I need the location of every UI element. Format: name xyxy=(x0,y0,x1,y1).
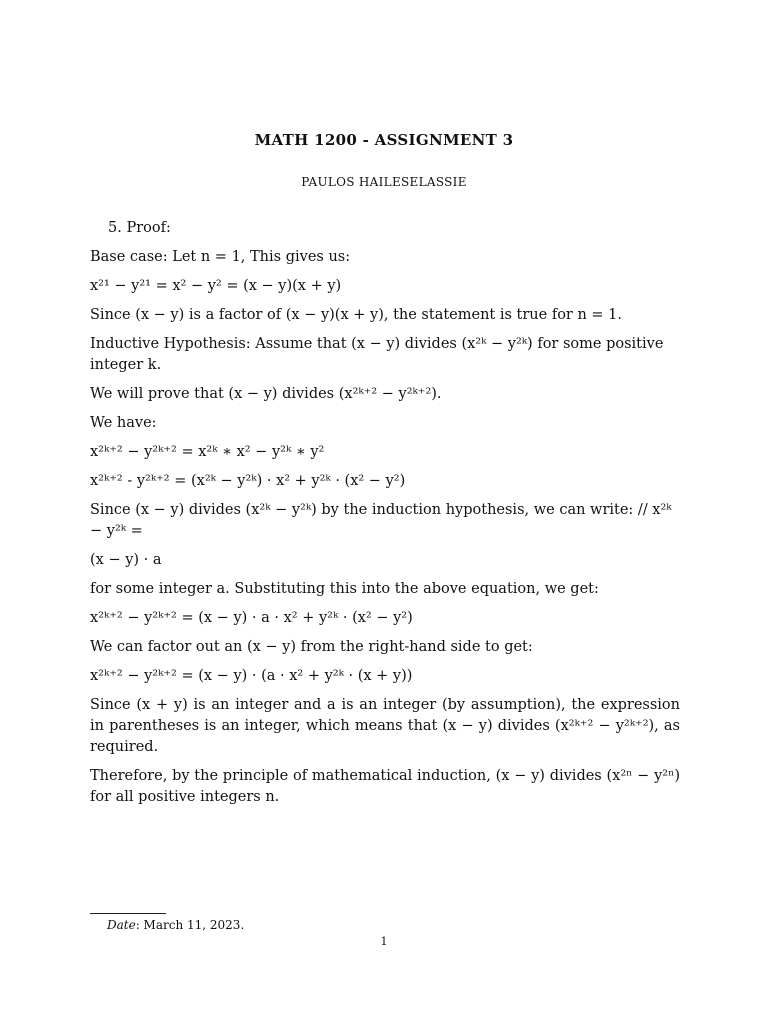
since-integer-paragraph: Since (x + y) is an integer and a is an integer (by assumption), the expression in parentheses is an integer, which means that (x − y) divides (x²ᵏ⁺² − y²ᵏ⁺²), as required. xyxy=(90,697,680,755)
page-number: 1 xyxy=(380,935,388,948)
equation-base: x²¹ − y²¹ = x² − y² = (x − y)(x + y) xyxy=(90,278,342,294)
since-factor-line: Since (x − y) is a factor of (x − y)(x + y), the statement is true for n = 1. xyxy=(90,307,623,323)
since-divides-line: Since (x − y) divides (x²ᵏ − y²ᵏ) by the induction hypothesis, we can write: // x²ᵏ − y²ᵏ = xyxy=(90,502,672,539)
inductive-hypothesis-line: Inductive Hypothesis: Assume that (x − y) divides (x²ᵏ − y²ᵏ) for some positive integer k. xyxy=(90,336,664,373)
for-some-integer-line: for some integer a. Substituting this into the above equation, we get: xyxy=(90,581,599,597)
footnote-rule xyxy=(90,913,166,914)
equation-1: x²ᵏ⁺² − y²ᵏ⁺² = x²ᵏ ∗ x² − y²ᵏ ∗ y² xyxy=(90,444,325,460)
page-title: MATH 1200 - ASSIGNMENT 3 xyxy=(254,131,514,149)
equation-2: x²ᵏ⁺² - y²ᵏ⁺² = (x²ᵏ − y²ᵏ) · x² + y²ᵏ · (x² − y²) xyxy=(90,473,406,489)
we-have-line: We have: xyxy=(90,415,157,431)
footnote-label: Date xyxy=(107,918,136,932)
author-name: PAULOS HAILESELASSIE xyxy=(301,175,467,189)
will-prove-line: We will prove that (x − y) divides (x²ᵏ⁺² − y²ᵏ⁺²). xyxy=(90,386,442,402)
equation-3: (x − y) · a xyxy=(90,552,162,568)
footnote-date xyxy=(107,918,244,932)
equation-5: x²ᵏ⁺² − y²ᵏ⁺² = (x − y) · (a · x² + y²ᵏ · (x + y)) xyxy=(90,668,413,684)
document-body xyxy=(90,218,680,816)
footnote-text: : March 11, 2023. xyxy=(135,918,245,932)
therefore-paragraph: Therefore, by the principle of mathematical induction, (x − y) divides (x²ⁿ − y²ⁿ) for all positive integers n. xyxy=(90,768,680,805)
factor-out-line: We can factor out an (x − y) from the right-hand side to get: xyxy=(90,639,533,655)
equation-4: x²ᵏ⁺² − y²ᵏ⁺² = (x − y) · a · x² + y²ᵏ · (x² − y²) xyxy=(90,610,413,626)
base-case-line: Base case: Let n = 1, This gives us: xyxy=(90,249,351,265)
problem-heading: 5. Proof: xyxy=(108,220,171,236)
